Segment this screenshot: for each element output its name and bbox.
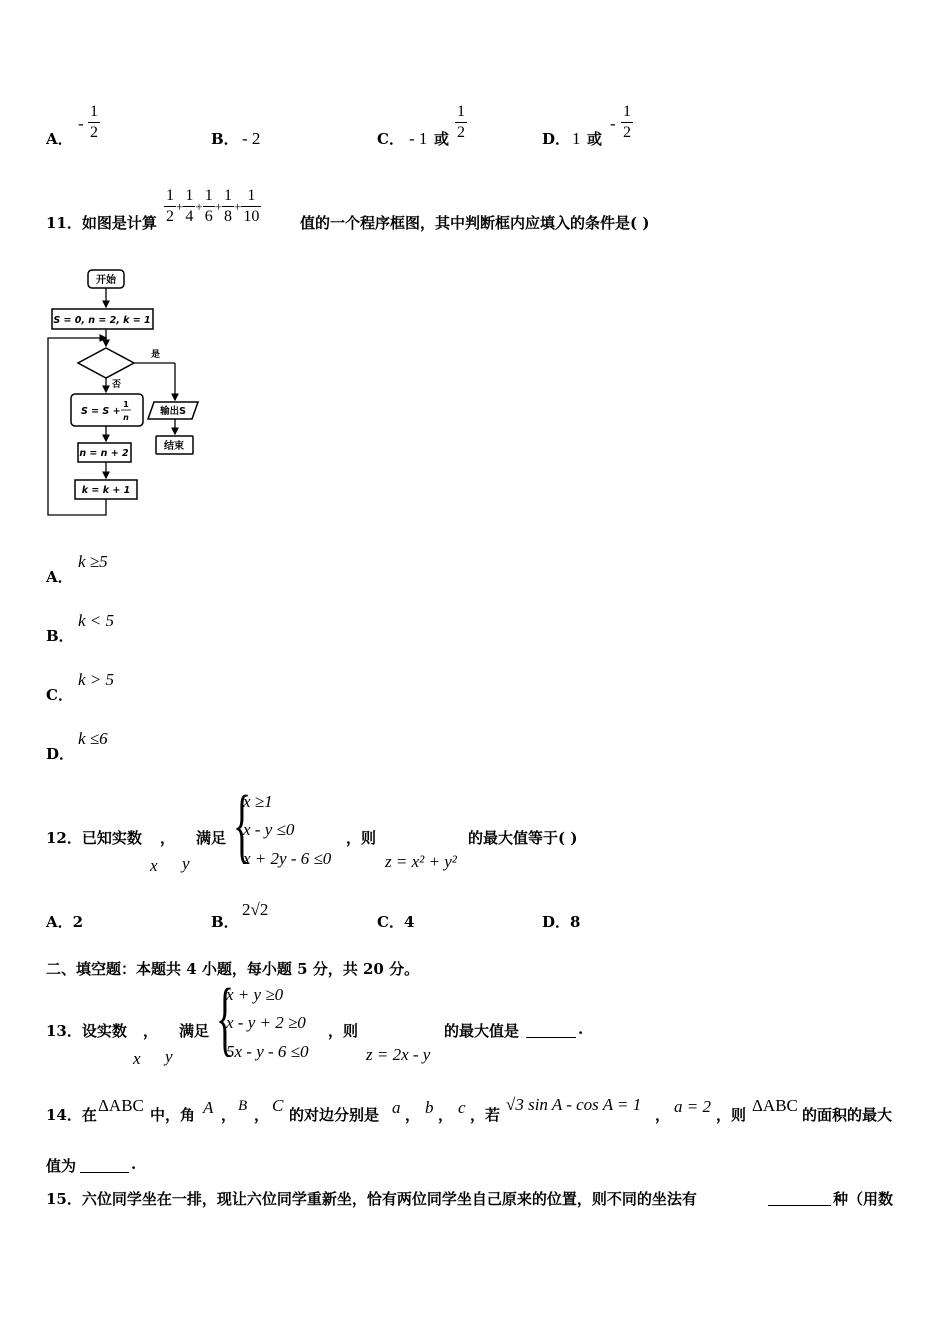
q15-answer-blank[interactable] xyxy=(768,1188,831,1206)
q14-triangle-2: ΔABC xyxy=(752,1096,798,1115)
q14-side-a: a xyxy=(392,1098,401,1117)
q10-option-a-label: A． xyxy=(46,130,73,148)
q14-side-c: c xyxy=(458,1098,466,1117)
section-2-title: 二、填空题：本题共 4 小题，每小题 5 分，共 20 分。 xyxy=(46,960,420,978)
q13-comma: ， xyxy=(143,1022,159,1040)
flowchart-update-s-lhs: S = S + xyxy=(81,406,121,417)
q15-text: 15．六位同学坐在一排，现让六位同学重新坐，恰有两位同学坐自己原来的位置，则不同的坐法有 xyxy=(46,1190,697,1208)
q12-text4: 的最大值等于( ) xyxy=(468,829,578,847)
q15-tail: 种（用数 xyxy=(833,1190,894,1208)
q11-option-b-expr: k < 5 xyxy=(78,611,115,630)
q14-end: . xyxy=(131,1155,137,1173)
q10-option-d-first: 1 xyxy=(572,129,581,148)
q11-fraction-3: $\frac{1}{6}$ xyxy=(204,187,213,225)
flowchart-init-text: S = 0, n = 2, k = 1 xyxy=(53,315,151,326)
q10-option-a-fraction: $\frac{1}{2}$ xyxy=(90,103,98,141)
q14-answer-blank[interactable] xyxy=(80,1155,129,1173)
q10-option-d-fraction: $\frac{1}{2}$ xyxy=(623,103,631,141)
q14-line2: 值为 xyxy=(46,1157,77,1175)
flowchart-no-label: 否 xyxy=(112,380,122,390)
q11-fraction-4: $\frac{1}{8}$ xyxy=(224,187,233,225)
q10-option-d-or: 或 xyxy=(587,130,603,148)
q12-cond2: x - y ≤0 xyxy=(243,820,295,839)
q10-option-c-label: C． xyxy=(377,130,404,148)
flowchart-update-s-num: 1 xyxy=(123,400,129,409)
q13-text2: 满足 xyxy=(179,1022,210,1040)
q11-option-d-expr: k ≤6 xyxy=(78,729,108,748)
q14-angle-c: C xyxy=(272,1096,284,1115)
q11-option-a-label: A． xyxy=(46,568,73,586)
q12-var-x: x xyxy=(150,856,158,875)
flowchart-start-text: 开始 xyxy=(96,275,116,286)
q12-var-y: y xyxy=(182,854,190,873)
q13-z-expr: z = 2x - y xyxy=(366,1045,431,1064)
q13-var-y: y xyxy=(165,1047,173,1066)
flowchart-update-s-den: n xyxy=(123,413,129,422)
q14-text3: 的对边分别是 xyxy=(289,1106,380,1124)
q11-fraction-2: $\frac{1}{4}$ xyxy=(185,187,194,225)
q13-text4: 的最大值是 xyxy=(444,1022,520,1040)
q13-text1: 13．设实数 xyxy=(46,1022,127,1040)
q10-option-c-fraction: $\frac{1}{2}$ xyxy=(457,103,465,141)
q12-cond3: x + 2y - 6 ≤0 xyxy=(243,849,332,868)
q12-option-d: D．8 xyxy=(542,913,581,931)
q13-cond3: 5x - y - 6 ≤0 xyxy=(226,1042,309,1061)
q12-option-a: A．2 xyxy=(46,913,84,931)
q12-text1: 12．已知实数 xyxy=(46,829,142,847)
q14-text2: 中，角 xyxy=(150,1106,196,1124)
q12-brace: { xyxy=(233,779,252,872)
q12-text2: 满足 xyxy=(196,829,227,847)
q13-cond1: x + y ≥0 xyxy=(226,985,284,1004)
q11-fraction-5: $\frac{1}{10}$ xyxy=(243,187,260,225)
q11-option-a-expr: k ≥5 xyxy=(78,552,108,571)
q14-angle-a: A xyxy=(203,1098,214,1117)
q12-cond1: x ≥1 xyxy=(243,792,273,811)
flowchart-decision-diamond xyxy=(78,348,134,378)
q12-option-c: C．4 xyxy=(377,913,415,931)
flowchart-end-text: 结束 xyxy=(164,441,184,452)
q10-option-d-sign: - xyxy=(610,114,616,133)
q14-text1: 14．在 xyxy=(46,1106,97,1124)
q14-text5: ，则 xyxy=(716,1106,747,1124)
q14-equation-2: a = 2 xyxy=(674,1097,711,1116)
q10-option-d-label: D． xyxy=(542,130,571,148)
q10-option-b-label: B． xyxy=(211,130,239,148)
q14-side-b: b xyxy=(425,1098,434,1117)
q10-option-c-first: - 1 xyxy=(409,129,428,148)
q14-triangle: ΔABC xyxy=(98,1096,144,1115)
q10-option-c-or: 或 xyxy=(434,130,450,148)
q12-z-expr: z = x² + y² xyxy=(385,852,457,871)
q11-prefix: 11．如图是计算 xyxy=(46,214,157,232)
q12-comma: ， xyxy=(160,829,176,847)
q13-var-x: x xyxy=(133,1049,141,1068)
q11-fraction-1: $\frac{1}{2}$ xyxy=(166,187,174,225)
q11-option-c-label: C． xyxy=(46,686,73,704)
q13-answer-blank[interactable] xyxy=(526,1020,576,1038)
q14-angle-b: B xyxy=(238,1098,248,1114)
q13-cond2: x - y + 2 ≥0 xyxy=(226,1013,306,1032)
flowchart-update-n-text: n = n + 2 xyxy=(79,448,129,459)
q13-end: . xyxy=(578,1020,584,1038)
flowchart-yes-label: 是 xyxy=(151,350,161,360)
q10-option-a-sign: - xyxy=(78,114,84,133)
q11-flowchart xyxy=(40,262,210,524)
q11-option-d-label: D． xyxy=(46,745,75,763)
q11-suffix: 值的一个程序框图，其中判断框内应填入的条件是( ) xyxy=(300,214,650,232)
q14-text4: ，若 xyxy=(470,1106,501,1124)
q10-option-b-value: - 2 xyxy=(242,129,261,148)
flowchart-update-k-text: k = k + 1 xyxy=(81,485,131,496)
q12-option-b-value: 2√2 xyxy=(242,900,269,919)
q14-equation-1: √3 sin A - cos A = 1 xyxy=(506,1095,642,1114)
q14-text6: 的面积的最大 xyxy=(802,1106,893,1124)
q11-sum-expression: $\frac{1}{2}$ + $\frac{1}{4}$ + $\frac{1}{6}$ + $\frac{1}{8}$ + $\frac{1}{10}$ xyxy=(166,187,260,225)
q11-option-b-label: B． xyxy=(46,627,74,645)
q12-text3: ，则 xyxy=(346,829,377,847)
q12-option-b-label: B． xyxy=(211,913,239,931)
q13-text3: ，则 xyxy=(328,1022,359,1040)
q11-option-c-expr: k > 5 xyxy=(78,670,115,689)
flowchart-output-text: 输出S xyxy=(160,406,186,417)
q13-brace: { xyxy=(216,972,235,1065)
